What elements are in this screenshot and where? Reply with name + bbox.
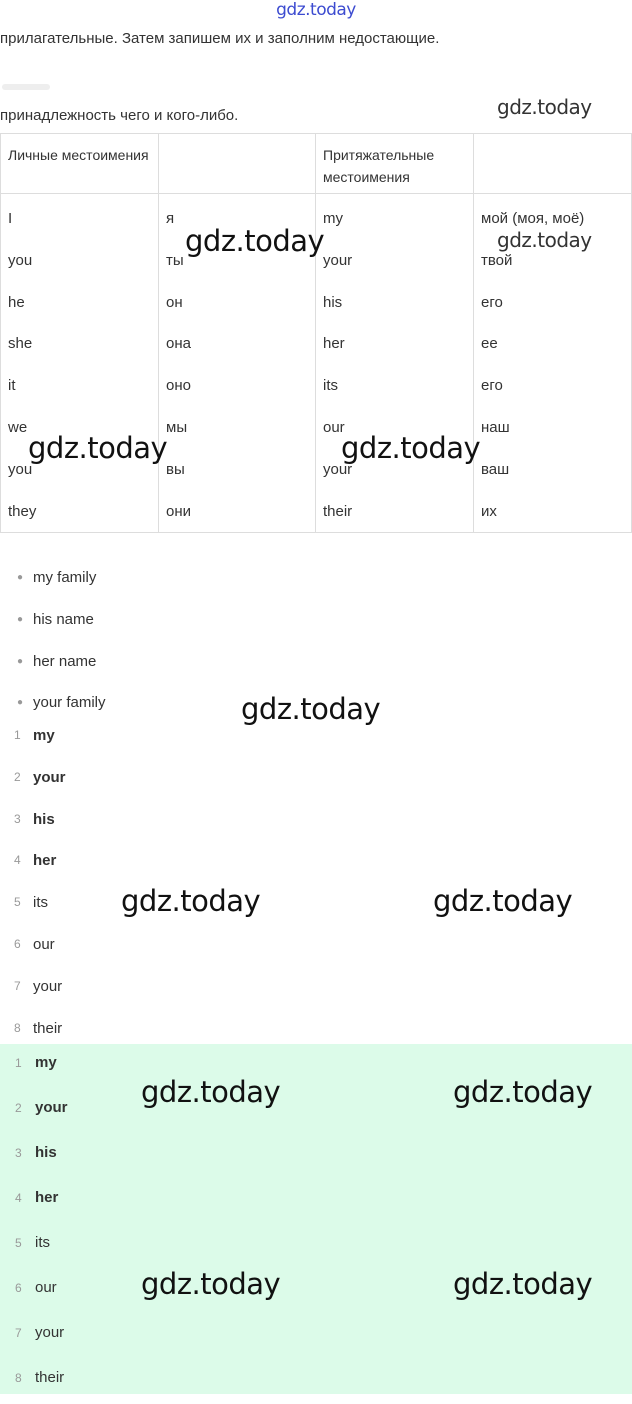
table-cell: он — [159, 282, 316, 324]
list-item — [0, 557, 106, 599]
item-number: 4 — [14, 853, 21, 868]
table-row — [1, 282, 632, 324]
table-cell: его — [474, 365, 632, 407]
table-cell: I — [1, 194, 159, 240]
pronoun-table — [0, 133, 632, 533]
list-item — [0, 840, 66, 882]
watermark: gdz.today — [453, 1267, 593, 1301]
list-item-text: its — [35, 1234, 50, 1251]
item-number: 7 — [14, 978, 21, 993]
list-item-text: my family — [33, 569, 97, 586]
table-cell: we — [1, 407, 159, 449]
table-row — [1, 365, 632, 407]
table-cell: оно — [159, 365, 316, 407]
watermark: gdz.today — [241, 692, 381, 726]
list-item — [0, 882, 66, 924]
table-cell: it — [1, 365, 159, 407]
list-item — [0, 715, 66, 757]
table-cell: мой (моя, моё) — [474, 194, 632, 240]
table-cell: вы — [159, 449, 316, 491]
item-number: 5 — [15, 1236, 22, 1250]
table-header-cell: Притяжательные местоимения — [316, 134, 474, 194]
item-number: 2 — [15, 1101, 22, 1115]
table-cell: you — [1, 449, 159, 491]
list-item-text: its — [33, 894, 48, 912]
table-cell: your — [316, 240, 474, 282]
table-header-cell — [474, 134, 632, 194]
list-item-text: your — [33, 768, 66, 786]
table-cell: ваш — [474, 449, 632, 491]
list-item — [0, 599, 106, 641]
list-item — [0, 641, 106, 683]
list-item — [0, 966, 66, 1008]
list-item — [0, 1134, 632, 1179]
table-row — [1, 323, 632, 365]
list-item — [0, 1224, 632, 1269]
watermark: gdz.today — [497, 95, 592, 119]
list-item — [0, 924, 66, 966]
watermark: gdz.today — [453, 1075, 593, 1109]
list-item-text: their — [33, 1019, 63, 1037]
bullet-dot-icon: ● — [17, 572, 24, 583]
table-cell: his — [316, 282, 474, 324]
faint-divider — [2, 84, 50, 90]
item-number: 7 — [15, 1326, 22, 1340]
watermark: gdz.today — [185, 224, 325, 258]
list-item-text: his — [35, 1144, 57, 1161]
table-cell: ее — [474, 323, 632, 365]
table-header-cell — [159, 134, 316, 194]
table-cell: their — [316, 491, 474, 533]
list-item — [0, 1179, 632, 1224]
table-cell: they — [1, 491, 159, 533]
bullet-dot-icon: ● — [17, 655, 24, 667]
table-cell: ты — [159, 240, 316, 282]
table-cell: your — [316, 449, 474, 491]
list-item-text: your family — [33, 694, 106, 712]
intro-text: прилагательные. Затем запишем их и заполним недостающие. — [0, 30, 440, 47]
table-cell: he — [1, 282, 159, 324]
item-number: 1 — [15, 1056, 22, 1070]
table-cell: мы — [159, 407, 316, 449]
list-item-text: your — [35, 1099, 68, 1116]
list-item-text: your — [35, 1324, 65, 1341]
list-item-text: our — [33, 935, 55, 953]
table-row — [1, 491, 632, 533]
description-text: принадлежность чего и кого-либо. — [0, 107, 239, 124]
item-number: 3 — [15, 1146, 22, 1160]
list-item — [0, 757, 66, 799]
list-item-text: your — [33, 977, 63, 995]
bullet-dot-icon: ● — [17, 697, 24, 709]
list-item — [0, 1359, 632, 1404]
table-cell: наш — [474, 407, 632, 449]
item-number: 8 — [15, 1371, 22, 1385]
bullet-list — [0, 557, 106, 724]
table-cell: she — [1, 323, 159, 365]
table-header-row — [1, 134, 632, 194]
item-number: 5 — [14, 895, 21, 910]
item-number: 8 — [14, 1020, 21, 1035]
item-number: 3 — [14, 811, 21, 826]
list-item-text: her — [33, 852, 57, 870]
item-number: 4 — [15, 1191, 22, 1205]
watermark: gdz.today — [141, 1267, 281, 1301]
table-cell: твой — [474, 240, 632, 282]
table-cell: они — [159, 491, 316, 533]
watermark: gdz.today — [433, 884, 573, 918]
list-item-text: his name — [33, 610, 94, 628]
bullet-dot-icon: ● — [17, 613, 24, 625]
table-cell: you — [1, 240, 159, 282]
item-number: 6 — [14, 936, 21, 951]
table-cell: its — [316, 365, 474, 407]
numbered-list — [0, 715, 66, 1049]
list-item-text: their — [35, 1369, 65, 1386]
watermark: gdz.today — [141, 1075, 281, 1109]
watermark: gdz.today — [28, 431, 168, 465]
list-item — [0, 799, 66, 841]
list-item-text: our — [35, 1279, 57, 1296]
table-cell: его — [474, 282, 632, 324]
table-header-cell: Личные местоимения — [1, 134, 159, 194]
table-cell: our — [316, 407, 474, 449]
list-item — [0, 1314, 632, 1359]
item-number: 2 — [14, 769, 21, 784]
table-cell: она — [159, 323, 316, 365]
item-number: 6 — [15, 1281, 22, 1295]
watermark: gdz.today — [341, 431, 481, 465]
table-cell: я — [159, 194, 316, 240]
watermark: gdz.today — [121, 884, 261, 918]
item-number: 1 — [14, 728, 21, 742]
list-item-text: her — [35, 1189, 59, 1206]
list-item-text: his — [33, 810, 55, 828]
list-item-text: my — [35, 1054, 57, 1071]
list-item-text: my — [33, 727, 55, 744]
table-cell: их — [474, 491, 632, 533]
list-item-text: her name — [33, 652, 97, 670]
site-logo[interactable]: gdz.today — [276, 0, 356, 20]
watermark: gdz.today — [497, 228, 592, 252]
table-cell: her — [316, 323, 474, 365]
table-cell: my — [316, 194, 474, 240]
